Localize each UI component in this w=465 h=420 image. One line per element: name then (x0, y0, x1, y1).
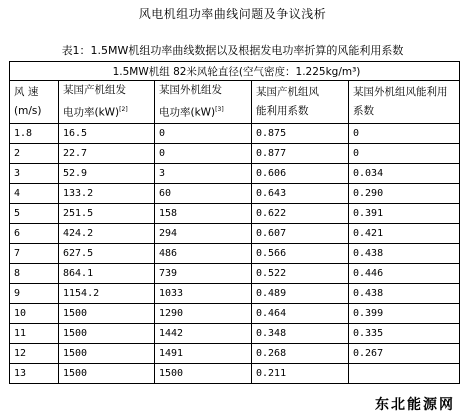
cell-wind-speed: 4 (10, 183, 59, 203)
cell-domestic-power: 1500 (59, 343, 155, 363)
cell-domestic-cp: 0.622 (252, 203, 349, 223)
cell-foreign-cp: 0 (349, 123, 460, 143)
cell-foreign-cp: 0.034 (349, 163, 460, 183)
table-caption: 表1：1.5MW机组功率曲线数据以及根据发电功率折算的风能利用系数 (61, 44, 404, 57)
cell-domestic-cp: 0.522 (252, 263, 349, 283)
cell-domestic-power: 16.5 (59, 123, 155, 143)
cell-domestic-power: 424.2 (59, 223, 155, 243)
cell-foreign-power: 294 (155, 223, 252, 243)
cell-wind-speed: 11 (10, 323, 59, 343)
cell-foreign-cp: 0.391 (349, 203, 460, 223)
cell-domestic-cp: 0.875 (252, 123, 349, 143)
table-subtitle-row (10, 62, 460, 81)
cell-domestic-power: 864.1 (59, 263, 155, 283)
table-row (10, 123, 460, 143)
table-row (10, 303, 460, 323)
cell-domestic-cp: 0.566 (252, 243, 349, 263)
cell-wind-speed: 6 (10, 223, 59, 243)
cell-wind-speed: 13 (10, 363, 59, 383)
cell-domestic-power: 1500 (59, 303, 155, 323)
cell-domestic-power: 133.2 (59, 183, 155, 203)
cell-domestic-cp: 0.268 (252, 343, 349, 363)
cell-foreign-cp: 0.267 (349, 343, 460, 363)
cell-foreign-cp: 0 (349, 143, 460, 163)
cell-foreign-cp: 0.438 (349, 283, 460, 303)
cell-wind-speed: 9 (10, 283, 59, 303)
table-row (10, 223, 460, 243)
cell-foreign-power: 60 (155, 183, 252, 203)
cell-domestic-cp: 0.877 (252, 143, 349, 163)
cell-wind-speed: 10 (10, 303, 59, 323)
cell-foreign-power: 1290 (155, 303, 252, 323)
cell-domestic-power: 52.9 (59, 163, 155, 183)
cell-wind-speed: 5 (10, 203, 59, 223)
cell-foreign-power: 739 (155, 263, 252, 283)
cell-foreign-cp: 0.421 (349, 223, 460, 243)
table-row (10, 203, 460, 223)
cell-foreign-power: 3 (155, 163, 252, 183)
table-row (10, 183, 460, 203)
cell-foreign-cp: 0.399 (349, 303, 460, 323)
cell-domestic-cp: 0.464 (252, 303, 349, 323)
cell-domestic-cp: 0.348 (252, 323, 349, 343)
table-subtitle: 1.5MW机组 82米风轮直径(空气密度：1.225kg/m³) (10, 62, 460, 81)
table-row (10, 163, 460, 183)
header-foreign-cp: 某国外机组风能利用 系数 (349, 81, 460, 124)
cell-foreign-power: 1500 (155, 363, 252, 383)
cell-wind-speed: 7 (10, 243, 59, 263)
power-curve-table (9, 61, 460, 384)
cell-domestic-cp: 0.211 (252, 363, 349, 383)
cell-foreign-cp (349, 363, 460, 383)
cell-domestic-power: 627.5 (59, 243, 155, 263)
table-row (10, 143, 460, 163)
cell-foreign-power: 0 (155, 143, 252, 163)
cell-foreign-power: 1033 (155, 283, 252, 303)
cell-domestic-power: 1154.2 (59, 283, 155, 303)
cell-domestic-power: 1500 (59, 323, 155, 343)
header-wind-speed: 风 速 (m/s) (10, 81, 59, 124)
cell-foreign-power: 486 (155, 243, 252, 263)
page-title: 风电机组功率曲线问题及争议浅析 (138, 7, 327, 21)
cell-foreign-power: 0 (155, 123, 252, 143)
watermark: 东北能源网 (373, 394, 457, 414)
cell-domestic-power: 1500 (59, 363, 155, 383)
table-row (10, 263, 460, 283)
cell-foreign-power: 158 (155, 203, 252, 223)
table-row (10, 283, 460, 303)
cell-domestic-cp: 0.607 (252, 223, 349, 243)
table-row (10, 363, 460, 383)
cell-domestic-cp: 0.643 (252, 183, 349, 203)
cell-domestic-power: 251.5 (59, 203, 155, 223)
cell-domestic-cp: 0.489 (252, 283, 349, 303)
cell-domestic-cp: 0.606 (252, 163, 349, 183)
cell-wind-speed: 1.8 (10, 123, 59, 143)
cell-foreign-power: 1442 (155, 323, 252, 343)
header-domestic-power: 某国产机组发 电功率(kW)[2] (59, 81, 155, 124)
cell-foreign-cp: 0.438 (349, 243, 460, 263)
cell-foreign-cp: 0.290 (349, 183, 460, 203)
table-row (10, 323, 460, 343)
cell-wind-speed: 12 (10, 343, 59, 363)
header-domestic-cp: 某国产机组风 能利用系数 (252, 81, 349, 124)
cell-foreign-cp: 0.335 (349, 323, 460, 343)
table-row (10, 243, 460, 263)
header-foreign-power: 某国外机组发 电功率(kW)[3] (155, 81, 252, 124)
cell-wind-speed: 2 (10, 143, 59, 163)
cell-wind-speed: 8 (10, 263, 59, 283)
table-row (10, 343, 460, 363)
cell-foreign-power: 1491 (155, 343, 252, 363)
cell-wind-speed: 3 (10, 163, 59, 183)
table-header-row (10, 81, 460, 124)
cell-foreign-cp: 0.446 (349, 263, 460, 283)
cell-domestic-power: 22.7 (59, 143, 155, 163)
